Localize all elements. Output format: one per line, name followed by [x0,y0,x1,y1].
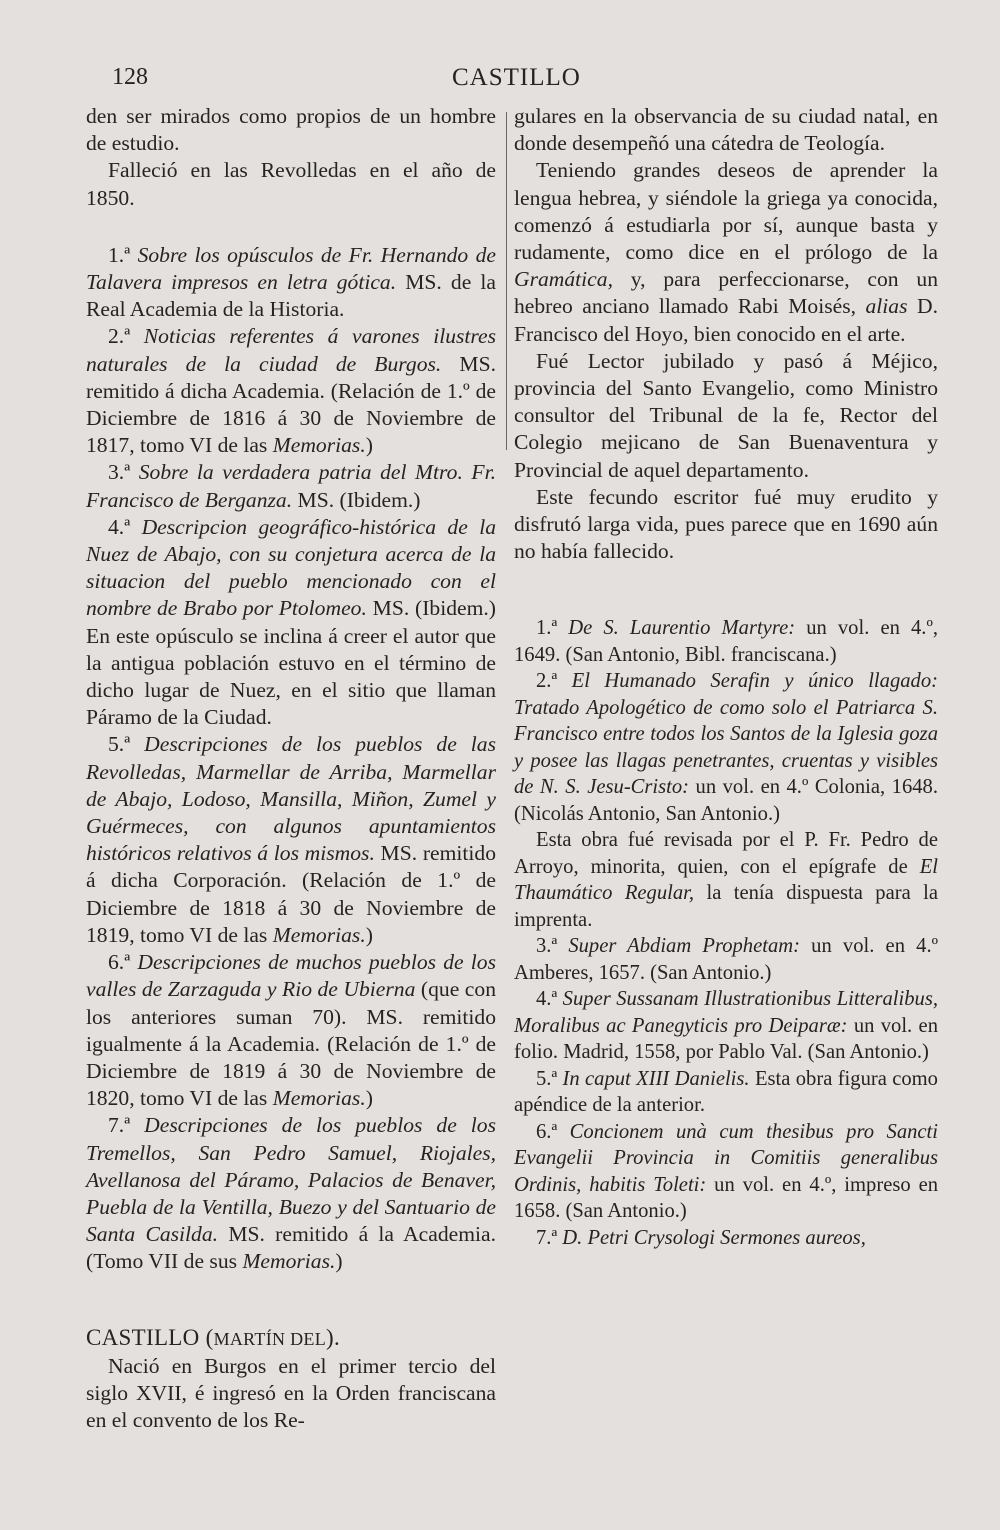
column-divider [506,112,507,450]
bibliography-entry: 5.ª Descripciones de los pueblos de las Revolledas, Marmellar de Arriba, Marmellar de Abajo, Lodoso, Mansilla, Miñon, Zumel y Guérmeces, con algunos apuntamientos históricos relativos á los mismos. MS. remitido á dicha Corporación. (Relación de 1.º de Diciembre de 1818 á 30 de Noviembre de 1819, tomo VI de las Memorias.) [86,732,496,947]
page-header [0,62,1000,96]
bibliography-entry: 7.ª D. Petri Crysologi Sermones aureos, [536,1226,866,1249]
bibliography-entry: 7.ª Descripciones de los pueblos de los Tremellos, San Pedro Samuel, Riojales, Avellanosa del Páramo, Palacios de Benaver, Puebla de la Ventilla, Buezo y del Santuario de Santa Casilda. MS. remitido á la Academia. (Tomo VII de sus Memorias.) [86,1113,497,1274]
bibliography-entry: 1.ª De S. Laurentio Martyre: un vol. en 4.º, 1649. (San Antonio, Bibl. franciscana.) [514,617,938,666]
paragraph: Teniendo grandes deseos de aprender la lengua hebrea, y siéndole la griega ya conocida, comenzó á estudiarla por sí, aunque basta y rudamente, como dice en el prólogo de la Gramática, y, para perfeccionarse, con un hebreo anciano llamado Rabi Moisés, alias D. Francisco del Hoyo, bien conocido en el arte. [514,158,938,346]
left-column [86,103,496,1434]
running-head: CASTILLO [452,64,581,91]
bibliography-entry: 6.ª Descripciones de muchos pueblos de los valles de Zarzaguda y Rio de Ubierna (que con los anteriores suman 70). MS. remitido igualmente á la Academia. (Relación de 1.º de Diciembre de 1819 á 30 de Noviembre de 1820, tomo VI de las Memorias.) [86,950,496,1111]
paragraph: den ser mirados como propios de un hombre de estudio. [86,104,496,156]
paragraph: Nació en Burgos en el primer tercio del siglo XVII, é ingresó en la Orden franciscana en el convento de los Re- [86,1353,496,1433]
bibliography-entry: 4.ª Super Sussanam Illustrationibus Litteralibus, Moralibus ac Panegyticis pro Deiparæ: un vol. en folio. Madrid, 1558, por Pablo Val. (San Antonio.) [514,988,938,1064]
bibliography-entry: 3.ª Super Abdiam Prophetam: un vol. en 4.º Amberes, 1657. (San Antonio.) [514,935,938,984]
bibliography-entry: 2.ª Noticias referentes á varones ilustres naturales de la ciudad de Burgos. MS. remitido á dicha Academia. (Relación de 1.º de Diciembre de 1816 á 30 de Noviembre de 1817, tomo VI de las Memorias.) [86,324,496,458]
right-column [514,103,938,1251]
paragraph: Falleció en las Revolledas en el año de 1850. [86,158,496,210]
paragraph: Esta obra fué revisada por el P. Fr. Pedro de Arroyo, minorita, quien, con el epígrafe de El Thaumático Regular, la tenía dispuesta para la imprenta. [514,829,938,931]
bibliography-entry: 6.ª Concionem unà cum thesibus pro Sancti Evangelii Provincia in Comitiis generalibus Ordinis, habitis Toleti: un vol. en 4.º, impreso en 1658. (San Antonio.) [514,1120,939,1223]
paragraph: Fué Lector jubilado y pasó á Méjico, provincia del Santo Evangelio, como Ministro consultor del Tribunal de la fe, Rector del Colegio mejicano de San Buenaventura y Provincial de aquel departamento. [514,348,938,482]
bibliography-entry: 5.ª In caput XIII Danielis. Esta obra figura como apéndice de la anterior. [514,1067,938,1117]
section-heading: CASTILLO (MARTÍN DEL). [86,1324,340,1350]
bibliography-entry: 3.ª Sobre la verdadera patria del Mtro. Fr. Francisco de Berganza. MS. (Ibidem.) [86,460,497,512]
bibliography-entry: 1.ª Sobre los opúsculos de Fr. Hernando de Talavera impresos en letra gótica. MS. de la Real Academia de la Historia. [86,242,496,322]
bibliography-entry: 4.ª Descripcion geográfico-histórica de la Nuez de Abajo, con su conjetura acerca de la situacion del pueblo mencionado con el nombre de Brabo por Ptolomeo. MS. (Ibidem.) En este opúsculo se inclina á creer el autor que la antigua población estuvo en el término de dicho lugar de Nuez, en el sitio que llaman Páramo de la Ciudad. [86,514,496,730]
paragraph: gulares en la observancia de su ciudad natal, en donde desempeñó una cátedra de Teología. [514,104,938,156]
page-number: 128 [112,64,148,90]
paragraph: Este fecundo escritor fué muy erudito y disfrutó larga vida, pues parece que en 1690 aún no había fallecido. [514,484,938,564]
bibliography-entry: 2.ª El Humanado Serafin y único llagado: Tratado Apologético de como solo el Patriarca S. Francisco entre todos los Santos de la Iglesia goza y posee las llagas penetrantes, cruentas y visibles de N. S. Jesu-Cristo: un vol. en 4.º Colonia, 1648. (Nicolás Antonio, San Antonio.) [514,670,939,825]
